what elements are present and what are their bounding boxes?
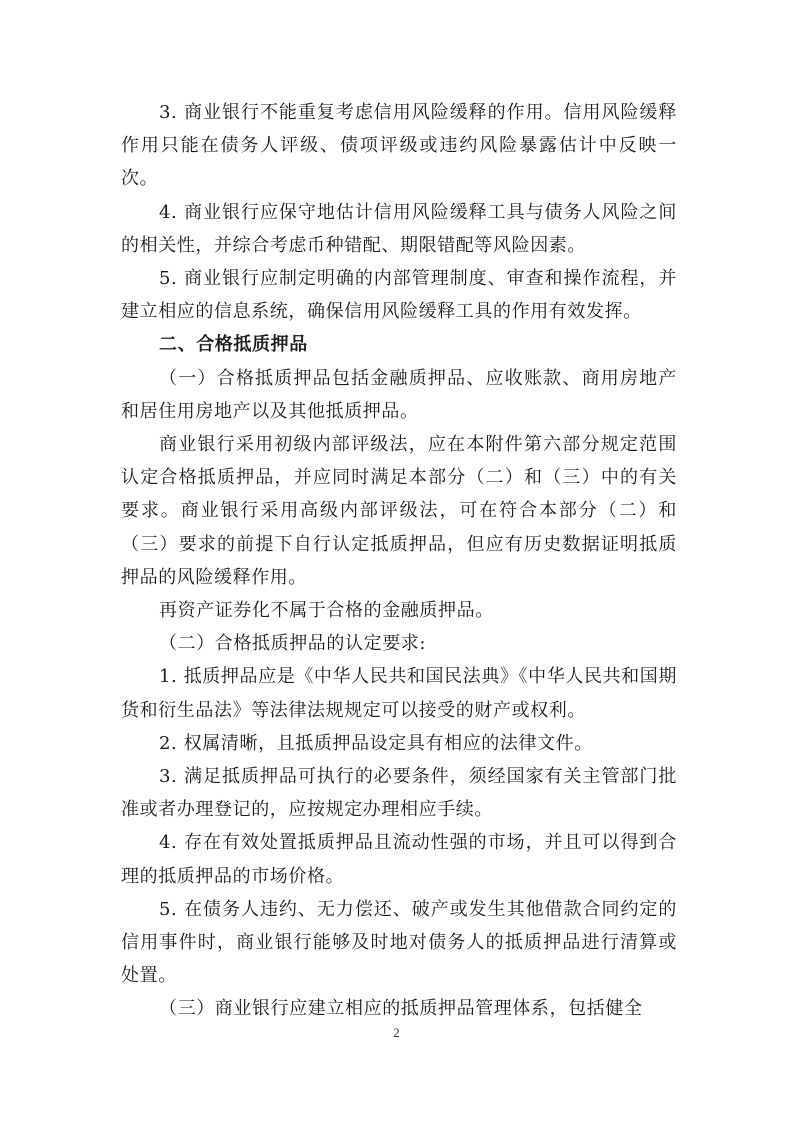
paragraph-subsection-2: （二）合格抵质押品的认定要求: <box>159 633 427 655</box>
section-heading: 二、合格抵质押品 <box>159 334 308 356</box>
paragraph-item-5: 5. 商业银行应制定明确的内部管理制度、审查和操作流程，并建立相应的信息系统，确保信用风险缓释工具的作用有效发挥。 <box>121 268 677 323</box>
paragraph-item-3: 3. 商业银行不能重复考虑信用风险缓释的作用。信用风险缓释作用只能在债务人评级、债项评级或违约风险暴露估计中反映一次。 <box>121 102 677 190</box>
paragraph-item-4: 4. 商业银行应保守地估计信用风险缓释工具与债务人风险之间的相关性，并综合考虑币种错配、期限错配等风险因素。 <box>121 201 677 256</box>
paragraph-requirement-1: 1. 抵质押品应是《中华人民共和国民法典》《中华人民共和国期货和衍生品法》等法律法规规定可以接受的财产或权利。 <box>121 666 677 721</box>
paragraph-subsection-3: （三）商业银行应建立相应的抵质押品管理体系，包括健全 <box>159 998 643 1020</box>
document-body <box>121 96 677 1026</box>
paragraph-requirement-3: 3. 满足抵质押品可执行的必要条件，须经国家有关主管部门批准或者办理登记的，应按规定办理相应手续。 <box>121 766 677 821</box>
paragraph-resecuritization: 再资产证券化不属于合格的金融质押品。 <box>159 600 494 622</box>
paragraph-requirement-2: 2. 权属清晰，且抵质押品设定具有相应的法律文件。 <box>159 732 593 754</box>
page-number: 2 <box>393 1025 400 1040</box>
paragraph-subsection-1: （一）合格抵质押品包括金融质押品、应收账款、商用房地产和居住用房地产以及其他抵质押品。 <box>121 367 677 422</box>
paragraph-irb-approach: 商业银行采用初级内部评级法，应在本附件第六部分规定范围认定合格抵质押品，并应同时满足本部分（二）和（三）中的有关要求。商业银行采用高级内部评级法，可在符合本部分（二）和（三）要求的前提下自行认定抵质押品，但应有历史数据证明抵质押品的风险缓释作用。 <box>121 434 677 588</box>
paragraph-requirement-4: 4. 存在有效处置抵质押品且流动性强的市场，并且可以得到合理的抵质押品的市场价格。 <box>121 832 677 887</box>
paragraph-requirement-5: 5. 在债务人违约、无力偿还、破产或发生其他借款合同约定的信用事件时，商业银行能够及时地对债务人的抵质押品进行清算或处置。 <box>121 898 677 987</box>
